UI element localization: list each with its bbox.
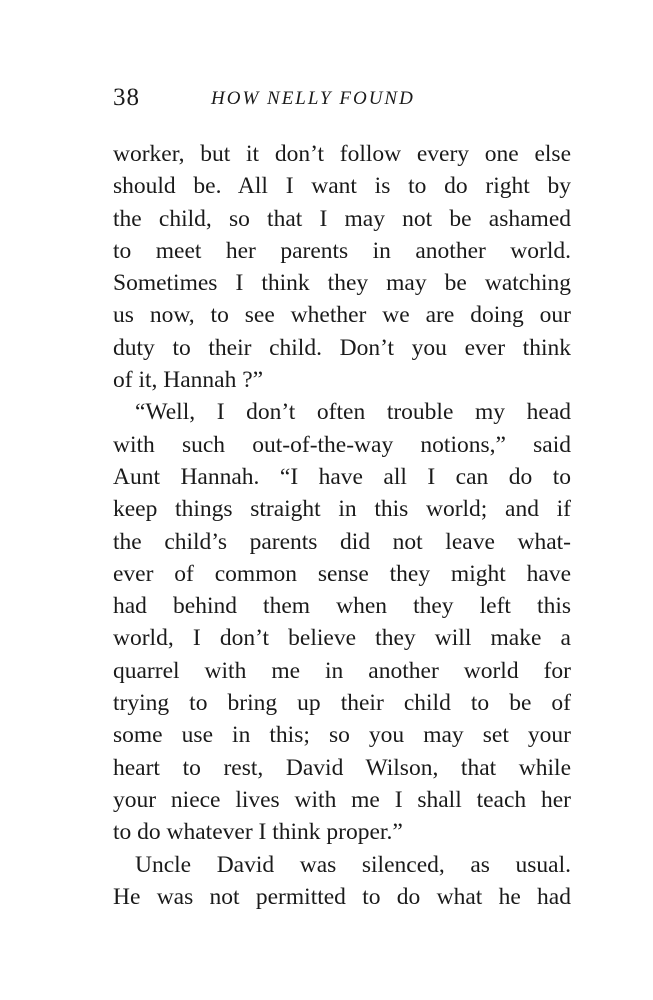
text-line: some use in this; so you may set your xyxy=(113,722,571,749)
text-line: ever of common sense they might have xyxy=(113,560,571,587)
text-line: quarrel with me in another world for xyxy=(113,657,571,684)
text-line: your niece lives with me I shall teach her xyxy=(113,786,571,813)
text-line: with such out-of-the-way notions,” said xyxy=(113,431,571,458)
text-line: Sometimes I think they may be watching xyxy=(113,270,571,297)
text-line: us now, to see whether we are doing our xyxy=(113,302,571,329)
text-line: to do whatever I think proper.” xyxy=(113,819,403,846)
text-line: world, I don’t believe they will make a xyxy=(113,625,571,652)
text-line: of it, Hannah ?” xyxy=(113,367,264,394)
text-line: keep things straight in this world; and if xyxy=(113,496,571,523)
text-line: trying to bring up their child to be of xyxy=(113,690,571,717)
text-line: had behind them when they left this xyxy=(113,593,571,620)
text-line: duty to their child. Don’t you ever think xyxy=(113,334,571,361)
body-text xyxy=(113,138,571,913)
text-line: “Well, I don’t often trouble my head xyxy=(135,399,571,426)
text-line: Aunt Hannah. “I have all I can do to xyxy=(113,463,571,490)
text-line: the child’s parents did not leave what- xyxy=(113,528,571,555)
running-title: HOW NELLY FOUND xyxy=(211,88,415,109)
text-line: the child, so that I may not be ashamed xyxy=(113,205,571,232)
text-line: heart to rest, David Wilson, that while xyxy=(113,754,571,781)
page-number: 38 xyxy=(113,84,140,111)
text-line: worker, but it don’t follow every one else xyxy=(113,141,571,167)
page-header xyxy=(113,84,573,120)
text-line: should be. All I want is to do right by xyxy=(113,173,571,200)
text-line: to meet her parents in another world. xyxy=(113,237,571,264)
text-line: He was not permitted to do what he had xyxy=(113,883,571,910)
text-line: Uncle David was silenced, as usual. xyxy=(135,851,571,878)
